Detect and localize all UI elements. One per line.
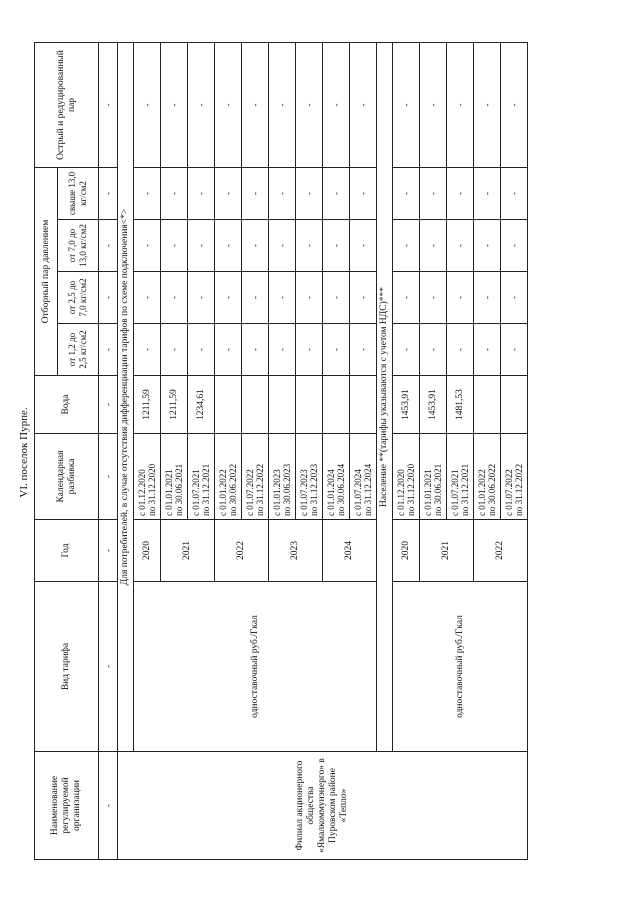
water-cell [269,376,296,434]
period-cell [474,434,501,520]
period-from: с 01.01.2021 [163,469,174,516]
steam-cell: - [420,42,447,167]
steam-cell: - [134,220,161,272]
steam-cell: - [242,272,269,324]
steam-cell: - [161,42,188,167]
header-steam-3: от 7,0 до 13,0 кг/см2 [58,220,99,272]
steam-cell: - [393,220,420,272]
steam-cell: - [269,220,296,272]
tariff-type-cell: одноставочный руб./Гкал [134,582,377,752]
period-from: с 01.07.2023 [298,469,309,516]
period-cell [242,434,269,520]
period-to: по 30.06.2023 [282,463,292,516]
steam-cell: - [188,167,215,219]
steam-cell: - [296,220,323,272]
period-from: с 01.01.2022 [217,469,228,516]
period-to: по 31.12.2020 [406,463,416,516]
water-cell: 1234,61 [188,376,215,434]
steam-cell: - [323,42,350,167]
steam-cell: - [474,324,501,376]
section-row [377,42,393,859]
steam-cell: - [420,167,447,219]
year-cell: 2023 [269,520,323,582]
period-cell [420,434,447,520]
water-cell [350,376,377,434]
period-from: с 01.07.2022 [244,469,255,516]
year-cell: 2022 [474,520,528,582]
period-from: с 01.07.2021 [449,469,460,516]
steam-cell: - [269,272,296,324]
steam-cell: - [161,324,188,376]
steam-cell: - [269,167,296,219]
header-year: Год [35,520,99,582]
steam-cell: - [296,272,323,324]
steam-cell: - [242,220,269,272]
steam-cell: - [188,324,215,376]
period-to: по 31.12.2021 [201,463,211,516]
steam-cell: - [323,324,350,376]
steam-cell: - [323,220,350,272]
org-name-cell: Филиал акционерного общества «Ямалкоммунэнерго» в Пуровском районе «Тепло» [118,752,528,860]
header-period: Календарная разбивка [35,434,99,520]
period-cell [501,434,528,520]
steam-cell: - [269,42,296,167]
steam-cell: - [296,167,323,219]
year-cell: 2021 [161,520,215,582]
period-cell [393,434,420,520]
header-sharp-steam: Острый и редуцированный пар [35,42,99,167]
steam-cell: - [447,42,474,167]
period-from: с 01.07.2024 [352,469,363,516]
steam-cell: - [393,167,420,219]
period-to: по 31.12.2024 [363,463,373,516]
steam-cell: - [447,272,474,324]
header-org: Наименование регулируемой организации [35,752,99,860]
header-steam-4: свыше 13,0 кг/см2 [58,167,99,219]
steam-cell: - [474,220,501,272]
period-cell [161,434,188,520]
steam-cell: - [420,220,447,272]
period-to: по 30.06.2021 [433,463,443,516]
steam-cell: - [215,220,242,272]
section-title: Для потребителей, в случае отсутствия дифференциации тарифов по схеме подключения<*> [118,42,134,751]
steam-cell: - [215,167,242,219]
period-cell [447,434,474,520]
year-cell: 2021 [420,520,474,582]
steam-cell: - [161,167,188,219]
steam-cell: - [501,42,528,167]
table-row [393,42,420,859]
header-steam-2: от 2,5 до 7,0 кг/см2 [58,272,99,324]
year-cell: 2020 [134,520,161,582]
steam-cell: - [501,272,528,324]
water-cell [215,376,242,434]
header-water: Вода [35,376,99,434]
year-cell: 2024 [323,520,377,582]
period-to: по 31.12.2022 [514,463,524,516]
steam-cell: - [474,272,501,324]
steam-cell: - [474,167,501,219]
table-row [134,42,161,859]
steam-cell: - [350,42,377,167]
steam-cell: - [242,42,269,167]
steam-cell: - [393,42,420,167]
steam-cell: - [296,42,323,167]
period-from: с 01.01.2024 [325,469,336,516]
period-to: по 31.12.2023 [309,463,319,516]
period-from: с 01.01.2021 [422,469,433,516]
year-cell: 2022 [215,520,269,582]
period-cell [134,434,161,520]
period-cell [269,434,296,520]
steam-cell: - [323,167,350,219]
water-cell: 1211,59 [161,376,188,434]
header-steam: Отборный пар давлением [35,167,58,375]
steam-cell: - [350,324,377,376]
period-to: по 30.06.2022 [228,463,238,516]
period-to: по 30.06.2021 [174,463,184,516]
section-title: Население **(тарифы указываются с учетом НДС)*** [377,42,393,751]
section-row [118,42,134,859]
period-to: по 31.12.2022 [255,463,265,516]
period-to: по 30.06.2024 [336,463,346,516]
period-cell [350,434,377,520]
steam-cell: - [188,220,215,272]
steam-cell: - [215,272,242,324]
period-from: с 01.01.2022 [476,469,487,516]
steam-cell: - [134,42,161,167]
period-from: с 01.07.2022 [503,469,514,516]
dash-row: - - - - - - - - - - [99,42,118,859]
steam-cell: - [134,324,161,376]
steam-cell: - [447,167,474,219]
steam-cell: - [501,220,528,272]
period-cell [323,434,350,520]
steam-cell: - [501,324,528,376]
steam-cell: - [134,272,161,324]
steam-cell: - [474,42,501,167]
steam-cell: - [501,167,528,219]
water-cell: 1211,59 [134,376,161,434]
period-to: по 31.12.2021 [460,463,470,516]
steam-cell: - [350,272,377,324]
steam-cell: - [323,272,350,324]
steam-cell: - [215,324,242,376]
period-to: по 31.12.2020 [147,463,157,516]
period-from: с 01.12.2020 [136,469,147,516]
water-cell: 1453,91 [420,376,447,434]
period-cell [188,434,215,520]
period-from: с 01.12.2020 [395,469,406,516]
steam-cell: - [420,324,447,376]
steam-cell: - [242,324,269,376]
steam-cell: - [296,324,323,376]
header-tariff-type: Вид тарифа [35,582,99,752]
steam-cell: - [269,324,296,376]
steam-cell: - [134,167,161,219]
period-cell [215,434,242,520]
period-from: с 01.01.2023 [271,469,282,516]
steam-cell: - [242,167,269,219]
steam-cell: - [188,272,215,324]
page-title: VI. поселок Пурпе. [18,407,30,498]
steam-cell: - [393,272,420,324]
water-cell [296,376,323,434]
tariff-table-body [118,42,528,859]
water-cell [474,376,501,434]
steam-cell: - [447,324,474,376]
water-cell [501,376,528,434]
steam-cell: - [188,42,215,167]
steam-cell: - [350,167,377,219]
water-cell [242,376,269,434]
tariff-table [34,42,528,860]
steam-cell: - [215,42,242,167]
header-steam-1: от 1,2 до 2,5 кг/см2 [58,324,99,376]
steam-cell: - [161,220,188,272]
steam-cell: - [393,324,420,376]
period-to: по 30.06.2022 [487,463,497,516]
period-from: с 01.07.2021 [190,469,201,516]
steam-cell: - [161,272,188,324]
steam-cell: - [447,220,474,272]
water-cell [323,376,350,434]
water-cell: 1481,53 [447,376,474,434]
year-cell: 2020 [393,520,420,582]
water-cell: 1453,91 [393,376,420,434]
period-cell [296,434,323,520]
tariff-type-cell: одноставочный руб./Гкал [393,582,528,752]
steam-cell: - [350,220,377,272]
steam-cell: - [420,272,447,324]
